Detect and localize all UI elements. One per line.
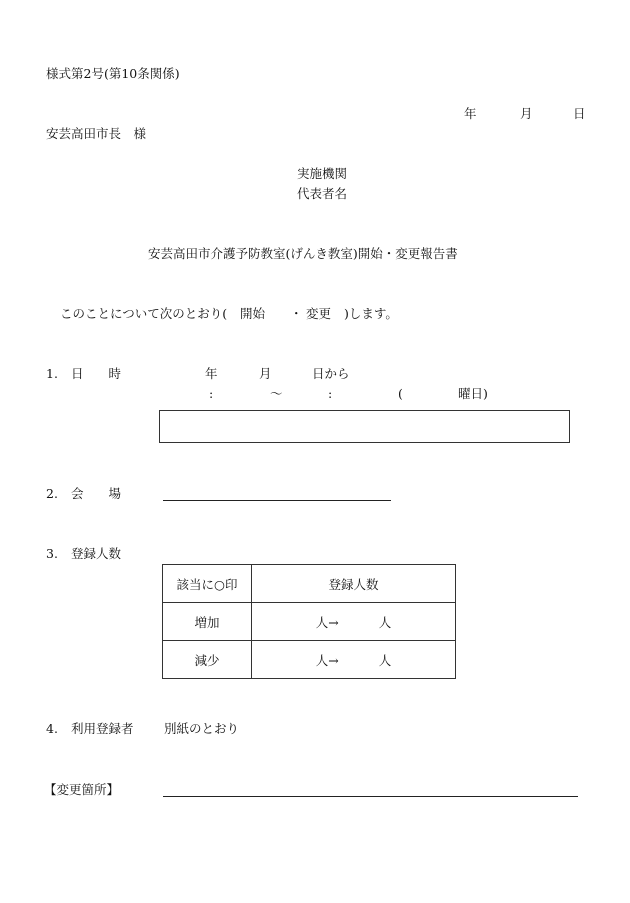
form-number: 様式第2号(第10条関係) xyxy=(46,66,180,81)
section1-paren-open: ( xyxy=(398,386,403,401)
count-from: 人→ xyxy=(315,652,339,668)
option-separator: ・ xyxy=(290,306,303,321)
row-count-increase[interactable] xyxy=(252,603,456,641)
header-mark-column: 該当に○印 xyxy=(163,565,252,603)
section1-start-colon: : xyxy=(209,386,214,401)
row-count-decrease[interactable] xyxy=(252,641,456,679)
count-to: 人 xyxy=(378,652,392,668)
section1-label: 日 時 xyxy=(71,366,122,381)
section1-day-from: 日から xyxy=(312,366,350,381)
statement-prefix: このことについて次のとおり( xyxy=(60,306,228,321)
option-change: 変更 xyxy=(306,306,332,321)
table-header-row xyxy=(163,565,456,603)
section2-number: 2. xyxy=(46,486,58,501)
date-day: 日 xyxy=(573,106,586,121)
section3-number: 3. xyxy=(46,546,58,561)
document-title: 安芸高田市介護予防教室(げんき教室)開始・変更報告書 xyxy=(148,246,458,261)
table-row-decrease xyxy=(163,641,456,679)
registration-count-table xyxy=(162,564,456,679)
count-from: 人→ xyxy=(315,614,339,630)
section3-label: 登録人数 xyxy=(71,546,122,561)
date-month: 月 xyxy=(520,106,533,121)
date-year: 年 xyxy=(464,106,477,121)
section1-tilde: 〜 xyxy=(270,386,283,401)
count-to: 人 xyxy=(378,614,392,630)
section1-weekday: 曜日) xyxy=(458,386,488,401)
header-count-column: 登録人数 xyxy=(252,565,456,603)
option-start: 開始 xyxy=(240,306,266,321)
section1-year: 年 xyxy=(205,366,218,381)
section1-month: 月 xyxy=(259,366,272,381)
section4-value: 別紙のとおり xyxy=(164,721,240,736)
datetime-detail-box[interactable] xyxy=(159,410,570,443)
row-label-decrease[interactable]: 減少 xyxy=(163,641,252,679)
row-label-increase[interactable]: 増加 xyxy=(163,603,252,641)
addressee: 安芸高田市長 様 xyxy=(46,126,147,141)
table-row-increase xyxy=(163,603,456,641)
sender-representative: 代表者名 xyxy=(297,186,348,201)
sender-org: 実施機関 xyxy=(297,166,348,181)
section2-label: 会 場 xyxy=(71,486,122,501)
section4-number: 4. xyxy=(46,721,58,736)
changes-label: 【変更箇所】 xyxy=(44,782,120,797)
section4-label: 利用登録者 xyxy=(71,721,134,736)
section1-end-colon: : xyxy=(328,386,333,401)
section1-number: 1. xyxy=(46,366,58,381)
changes-input-line[interactable] xyxy=(163,796,578,797)
statement-suffix: )します。 xyxy=(344,306,398,321)
venue-input-line[interactable] xyxy=(163,500,391,501)
